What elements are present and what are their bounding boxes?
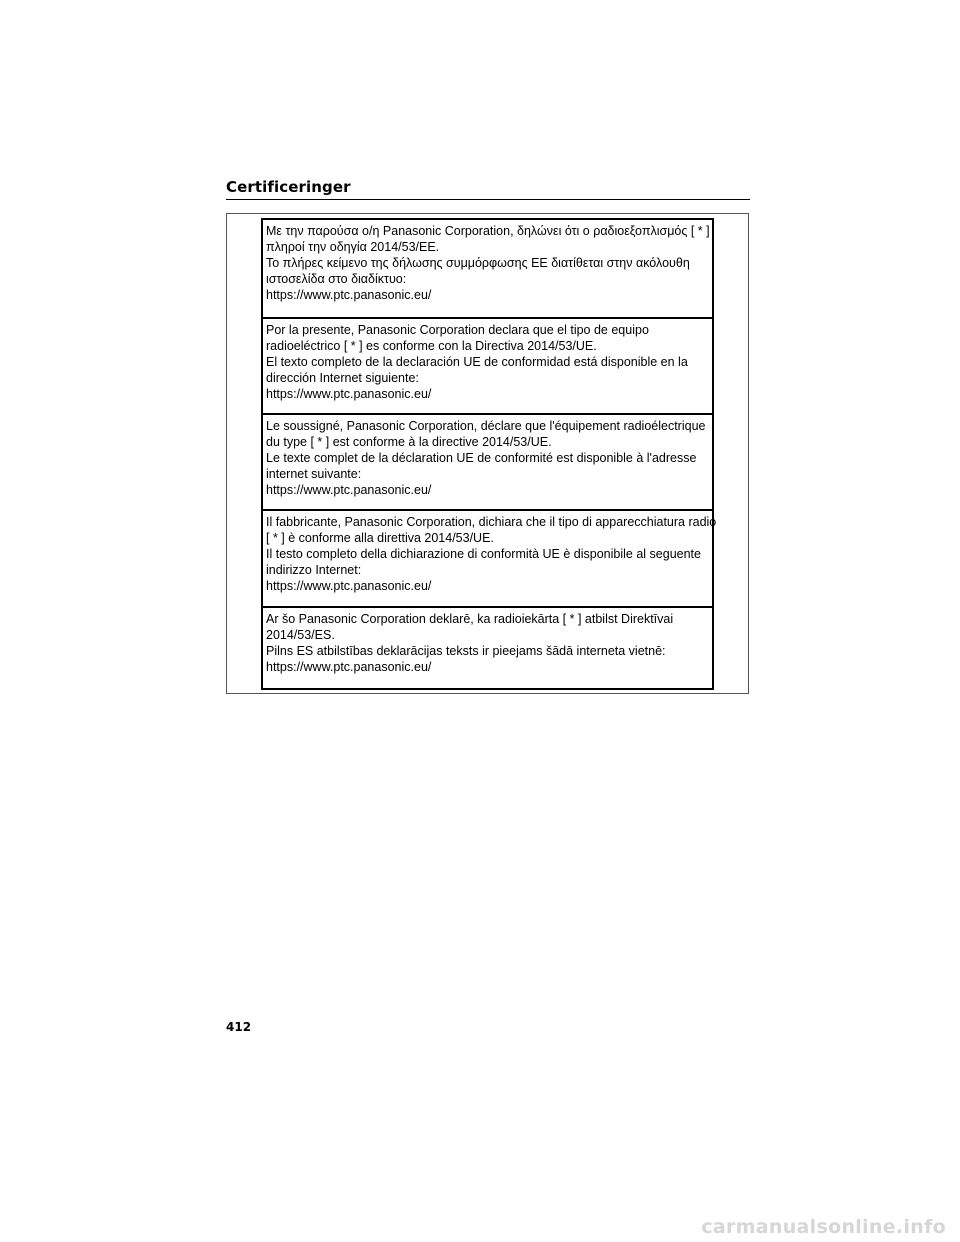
declaration-line: radioeléctrico [ * ] es conforme con la Directiva 2014/53/UE.	[266, 339, 597, 353]
declaration-line: 2014/53/ES.	[266, 628, 335, 642]
page-number: 412	[226, 1020, 252, 1034]
section-title: Certificeringer	[226, 178, 351, 196]
declaration-url: https://www.ptc.panasonic.eu/	[266, 387, 432, 401]
declaration-line: Por la presente, Panasonic Corporation declara que el tipo de equipo	[266, 323, 649, 337]
declaration-line: Il testo completo della dichiarazione di conformità UE è disponibile al seguente	[266, 547, 701, 561]
declaration-line: Ar šo Panasonic Corporation deklarē, ka radioiekārta [ * ] atbilst Direktīvai	[266, 612, 674, 626]
declaration-italian	[263, 511, 717, 608]
declaration-french	[263, 415, 712, 511]
watermark: carmanualsonline.info	[701, 1216, 946, 1238]
declaration-line: dirección Internet siguiente:	[266, 371, 419, 385]
declaration-line: indirizzo Internet:	[266, 563, 362, 577]
declaration-url: https://www.ptc.panasonic.eu/	[266, 288, 432, 302]
declaration-table	[261, 218, 717, 690]
title-divider	[226, 199, 750, 200]
declaration-line: Le texte complet de la déclaration UE de conformité est disponible à l'adresse	[266, 451, 697, 465]
declaration-line: πληροί την οδηγία 2014/53/ΕΕ.	[266, 240, 440, 254]
declaration-spanish	[263, 319, 712, 415]
declaration-latvian	[263, 608, 712, 688]
declaration-line: internet suivante:	[266, 467, 362, 481]
declaration-line: Το πλήρες κείμενο της δήλωσης συμμόρφωσης ΕΕ διατίθεται στην ακόλουθη	[266, 256, 690, 270]
declaration-url: https://www.ptc.panasonic.eu/	[266, 483, 432, 497]
declaration-greek	[263, 220, 712, 319]
declaration-url: https://www.ptc.panasonic.eu/	[266, 660, 432, 674]
declaration-url: https://www.ptc.panasonic.eu/	[266, 579, 432, 593]
declaration-line: Le soussigné, Panasonic Corporation, déclare que l'équipement radioélectrique	[266, 419, 706, 433]
declaration-line: ιστοσελίδα στο διαδίκτυο:	[266, 272, 407, 286]
declaration-line: El texto completo de la declaración UE de conformidad está disponible en la	[266, 355, 688, 369]
declaration-line: Με την παρούσα ο/η Panasonic Corporation, δηλώνει ότι ο ραδιοεξοπλισμός [ * ]	[266, 224, 710, 238]
declaration-line: [ * ] è conforme alla direttiva 2014/53/UE.	[266, 531, 494, 545]
declaration-line: Pilns ES atbilstības deklarācijas teksts ir pieejams šādā interneta vietnē:	[266, 644, 666, 658]
declaration-line: Il fabbricante, Panasonic Corporation, dichiara che il tipo di apparecchiatura radio	[266, 515, 717, 529]
declaration-line: du type [ * ] est conforme à la directive 2014/53/UE.	[266, 435, 552, 449]
